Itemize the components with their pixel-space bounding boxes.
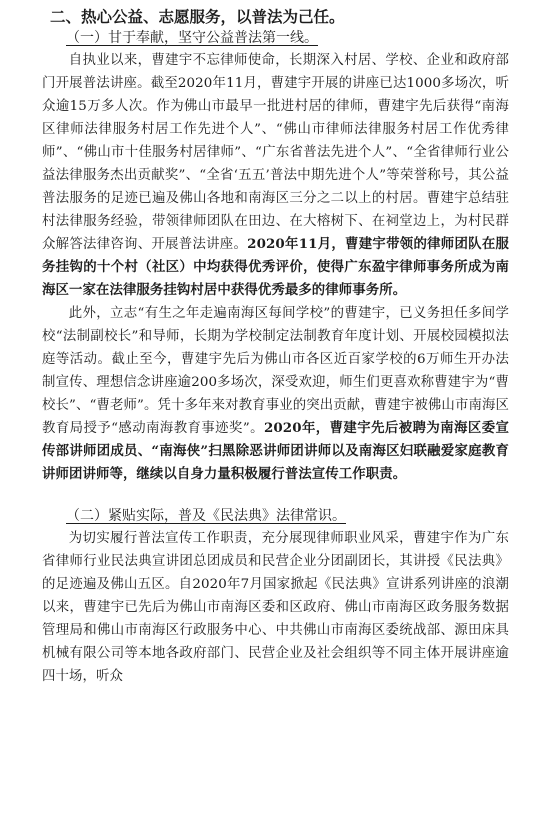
paragraph-3-text: 为切实履行普法宣传工作职责，充分展现律师职业风采，曹建宇作为广东省律师行业民法典宣讲团总团成员和民营企业分团副团长，其讲授《民法典》的足迹遍及佛山五区。自2020年7月国家掀起《民法典》宣讲系列讲座的浪潮以来，曹建宇已先后为佛山市南海区委和区政府、佛山市南海区政务服务数据管理局和佛山市南海区行政服务中心、中共佛山市南海区委统战部、源田床具机械有限公司等本地各政府部门、民营企业及社会组织等不同主体开展讲座逾四十场，听众 bbox=[42, 531, 509, 684]
paragraph-2 bbox=[42, 302, 509, 486]
section-heading: 二、热心公益、志愿服务，以普法为己任。 bbox=[50, 7, 345, 26]
subsection-title-1: （一）甘于奉献，坚守公益普法第一线。 bbox=[66, 30, 318, 46]
paragraph-1-text: 自执业以来，曹建宇不忘律师使命，长期深入村居、学校、企业和政府部门开展普法讲座。截至2020年11月，曹建宇开展的讲座已达1000多场次，听众逾15万多人次。作为佛山市最早一批进村居的律师，曹建宇先后获得“南海区律师法律服务村居工作先进个人”、“佛山市律师法律服务村居工作优秀律师”、“佛山市十佳服务村居律师”、“广东省普法先进个人”、“全省律师行业公益法律服务杰出贡献奖”、“全省‘五五’普法中期先进个人”等荣誉称号，其公益普法服务的足迹已遍及佛山各地和南海区三分之二以上的村居。曹建宇总结驻村法律服务经验，带领律师团队在田边、在大榕树下、在祠堂边上，为村民群众解答法律咨询、开展普法讲座。 bbox=[42, 53, 509, 252]
section-gap bbox=[42, 486, 509, 506]
paragraph-2-text: 此外，立志“有生之年走遍南海区每间学校”的曹建宇，已义务担任多间学校“法制副校长”和导师，长期为学校制定法制教育年度计划、开展校园模拟法庭等活动。截止至今，曹建宇先后为佛山市各区近百家学校的6万师生开办法制宣传、理想信念讲座逾200多场次，深受欢迎，师生们更喜欢称曹建宇为“曹校长”、“曹老师”。凭十多年来对教育事业的突出贡献，曹建宇被佛山市南海区教育局授予“感动南海教育事迹奖”。 bbox=[42, 306, 509, 436]
paragraph-1-bold: 2020年11月，曹建宇带领的律师团队在服务挂钩的十个村（社区）中均获得优秀评价，使得广东盈宇律师事务所成为南海区一家在法律服务挂钩村居中获得优秀最多的律师事务所。 bbox=[42, 236, 509, 298]
subsection-title-2: （二）紧贴实际，普及《民法典》法律常识。 bbox=[66, 508, 346, 524]
paragraph-1 bbox=[42, 49, 509, 302]
paragraph-2-bold: 2020年，曹建宇先后被聘为南海区委宣传部讲师团成员、“南海侠”扫黑除恶讲师团讲师以及南海区妇联融爱家庭教育讲师团讲师等，继续以自身力量积极履行普法宣传工作职责。 bbox=[42, 420, 510, 482]
paragraph-3 bbox=[42, 527, 509, 688]
